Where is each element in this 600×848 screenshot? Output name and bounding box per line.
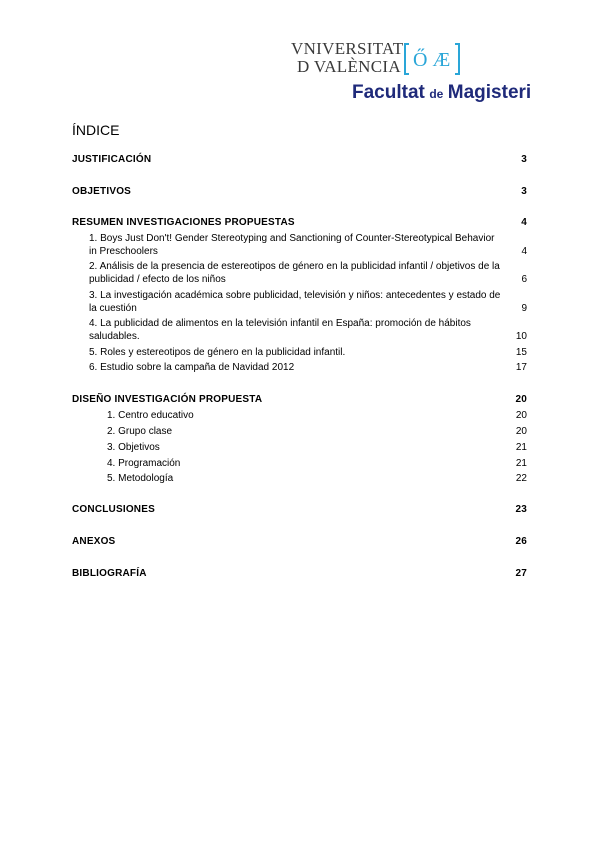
- toc-page-number: 3: [521, 186, 527, 197]
- toc-entry-resumen[interactable]: [72, 216, 527, 229]
- toc-label: 3. Objetivos: [107, 442, 160, 453]
- toc-page-number: 15: [515, 347, 527, 358]
- faculty-word-magisteri: Magisteri: [447, 82, 532, 103]
- toc-entry-bibliografia[interactable]: [72, 567, 527, 580]
- toc-subentry[interactable]: [89, 289, 527, 315]
- toc-subentry[interactable]: [89, 260, 527, 286]
- toc-label: 4. La publicidad de alimentos en la televisión infantil en España: promoción de hábitos saludables.: [89, 318, 471, 342]
- toc-subentry[interactable]: [107, 425, 527, 438]
- faculty-logo: [352, 82, 531, 104]
- toc-label: RESUMEN INVESTIGACIONES PROPUESTAS: [72, 217, 295, 228]
- toc-page-number: 20: [515, 410, 527, 421]
- page-title: ÍNDICE: [72, 122, 120, 138]
- toc-page-number: 26: [515, 536, 527, 547]
- toc-entry-conclusiones[interactable]: [72, 503, 527, 516]
- faculty-word-facultat: Facultat: [352, 82, 425, 103]
- toc-entry-anexos[interactable]: [72, 535, 527, 548]
- toc-label: 5. Roles y estereotipos de género en la publicidad infantil.: [89, 347, 346, 358]
- toc-label: 3. La investigación académica sobre publicidad, televisión y niños: antecedentes y estado de la cuestión: [89, 290, 501, 314]
- toc-label: 1. Boys Just Don't! Gender Stereotyping and Sanctioning of Counter-Stereotypical Behavior in Preschoolers: [89, 233, 495, 257]
- toc-label: BIBLIOGRAFÍA: [72, 568, 147, 579]
- toc-page-number: 21: [515, 442, 527, 453]
- university-line2: D VALÈNCIA: [297, 57, 401, 76]
- toc-label: CONCLUSIONES: [72, 504, 155, 515]
- toc-subentry[interactable]: [107, 457, 527, 470]
- faculty-word-de: de: [429, 87, 444, 101]
- toc-subentry[interactable]: [89, 232, 527, 258]
- toc-page-number: 9: [521, 303, 527, 314]
- toc-label: 5. Metodología: [107, 473, 174, 484]
- toc-subentry[interactable]: [89, 317, 527, 343]
- toc-label: 6. Estudio sobre la campaña de Navidad 2012: [89, 362, 295, 373]
- toc-page-number: 20: [515, 394, 527, 405]
- university-emblem-icon: [403, 42, 461, 76]
- university-line1: VNIVERSITAT: [291, 39, 404, 58]
- toc-label: ANEXOS: [72, 536, 116, 547]
- toc-page-number: 21: [515, 458, 527, 469]
- toc-subentry[interactable]: [107, 472, 527, 485]
- toc-entry-diseno[interactable]: [72, 393, 527, 406]
- toc-label: 2. Grupo clase: [107, 426, 173, 437]
- toc-entry-objetivos[interactable]: [72, 185, 527, 198]
- toc-subentry[interactable]: [107, 409, 527, 422]
- toc-subentry[interactable]: [89, 346, 527, 359]
- toc-page-number: 3: [521, 154, 527, 165]
- toc-page-number: 27: [515, 568, 527, 579]
- toc-page-number: 4: [521, 246, 527, 257]
- toc-page-number: 6: [521, 274, 527, 285]
- toc-label: 2. Análisis de la presencia de estereotipos de género en la publicidad infantil / objetivos de la publicidad / efecto de los niños: [89, 261, 500, 285]
- toc-label: 1. Centro educativo: [107, 410, 194, 421]
- toc-page-number: 20: [515, 426, 527, 437]
- toc-page-number: 22: [515, 473, 527, 484]
- toc-label: JUSTIFICACIÓN: [72, 154, 152, 165]
- emblem-letters: Ő Æ: [413, 49, 451, 71]
- toc-page-number: 10: [515, 331, 527, 342]
- toc-page-number: 17: [515, 362, 527, 373]
- toc-page-number: 23: [515, 504, 527, 515]
- toc-label: 4. Programación: [107, 458, 181, 469]
- toc-subentry[interactable]: [89, 361, 527, 374]
- toc-subentry[interactable]: [107, 441, 527, 454]
- university-wordmark: [291, 40, 403, 76]
- toc-entry-justificacion[interactable]: [72, 153, 527, 166]
- toc-page-number: 4: [521, 217, 527, 228]
- toc-label: OBJETIVOS: [72, 186, 132, 197]
- toc-label: DISEÑO INVESTIGACIÓN PROPUESTA: [72, 394, 263, 405]
